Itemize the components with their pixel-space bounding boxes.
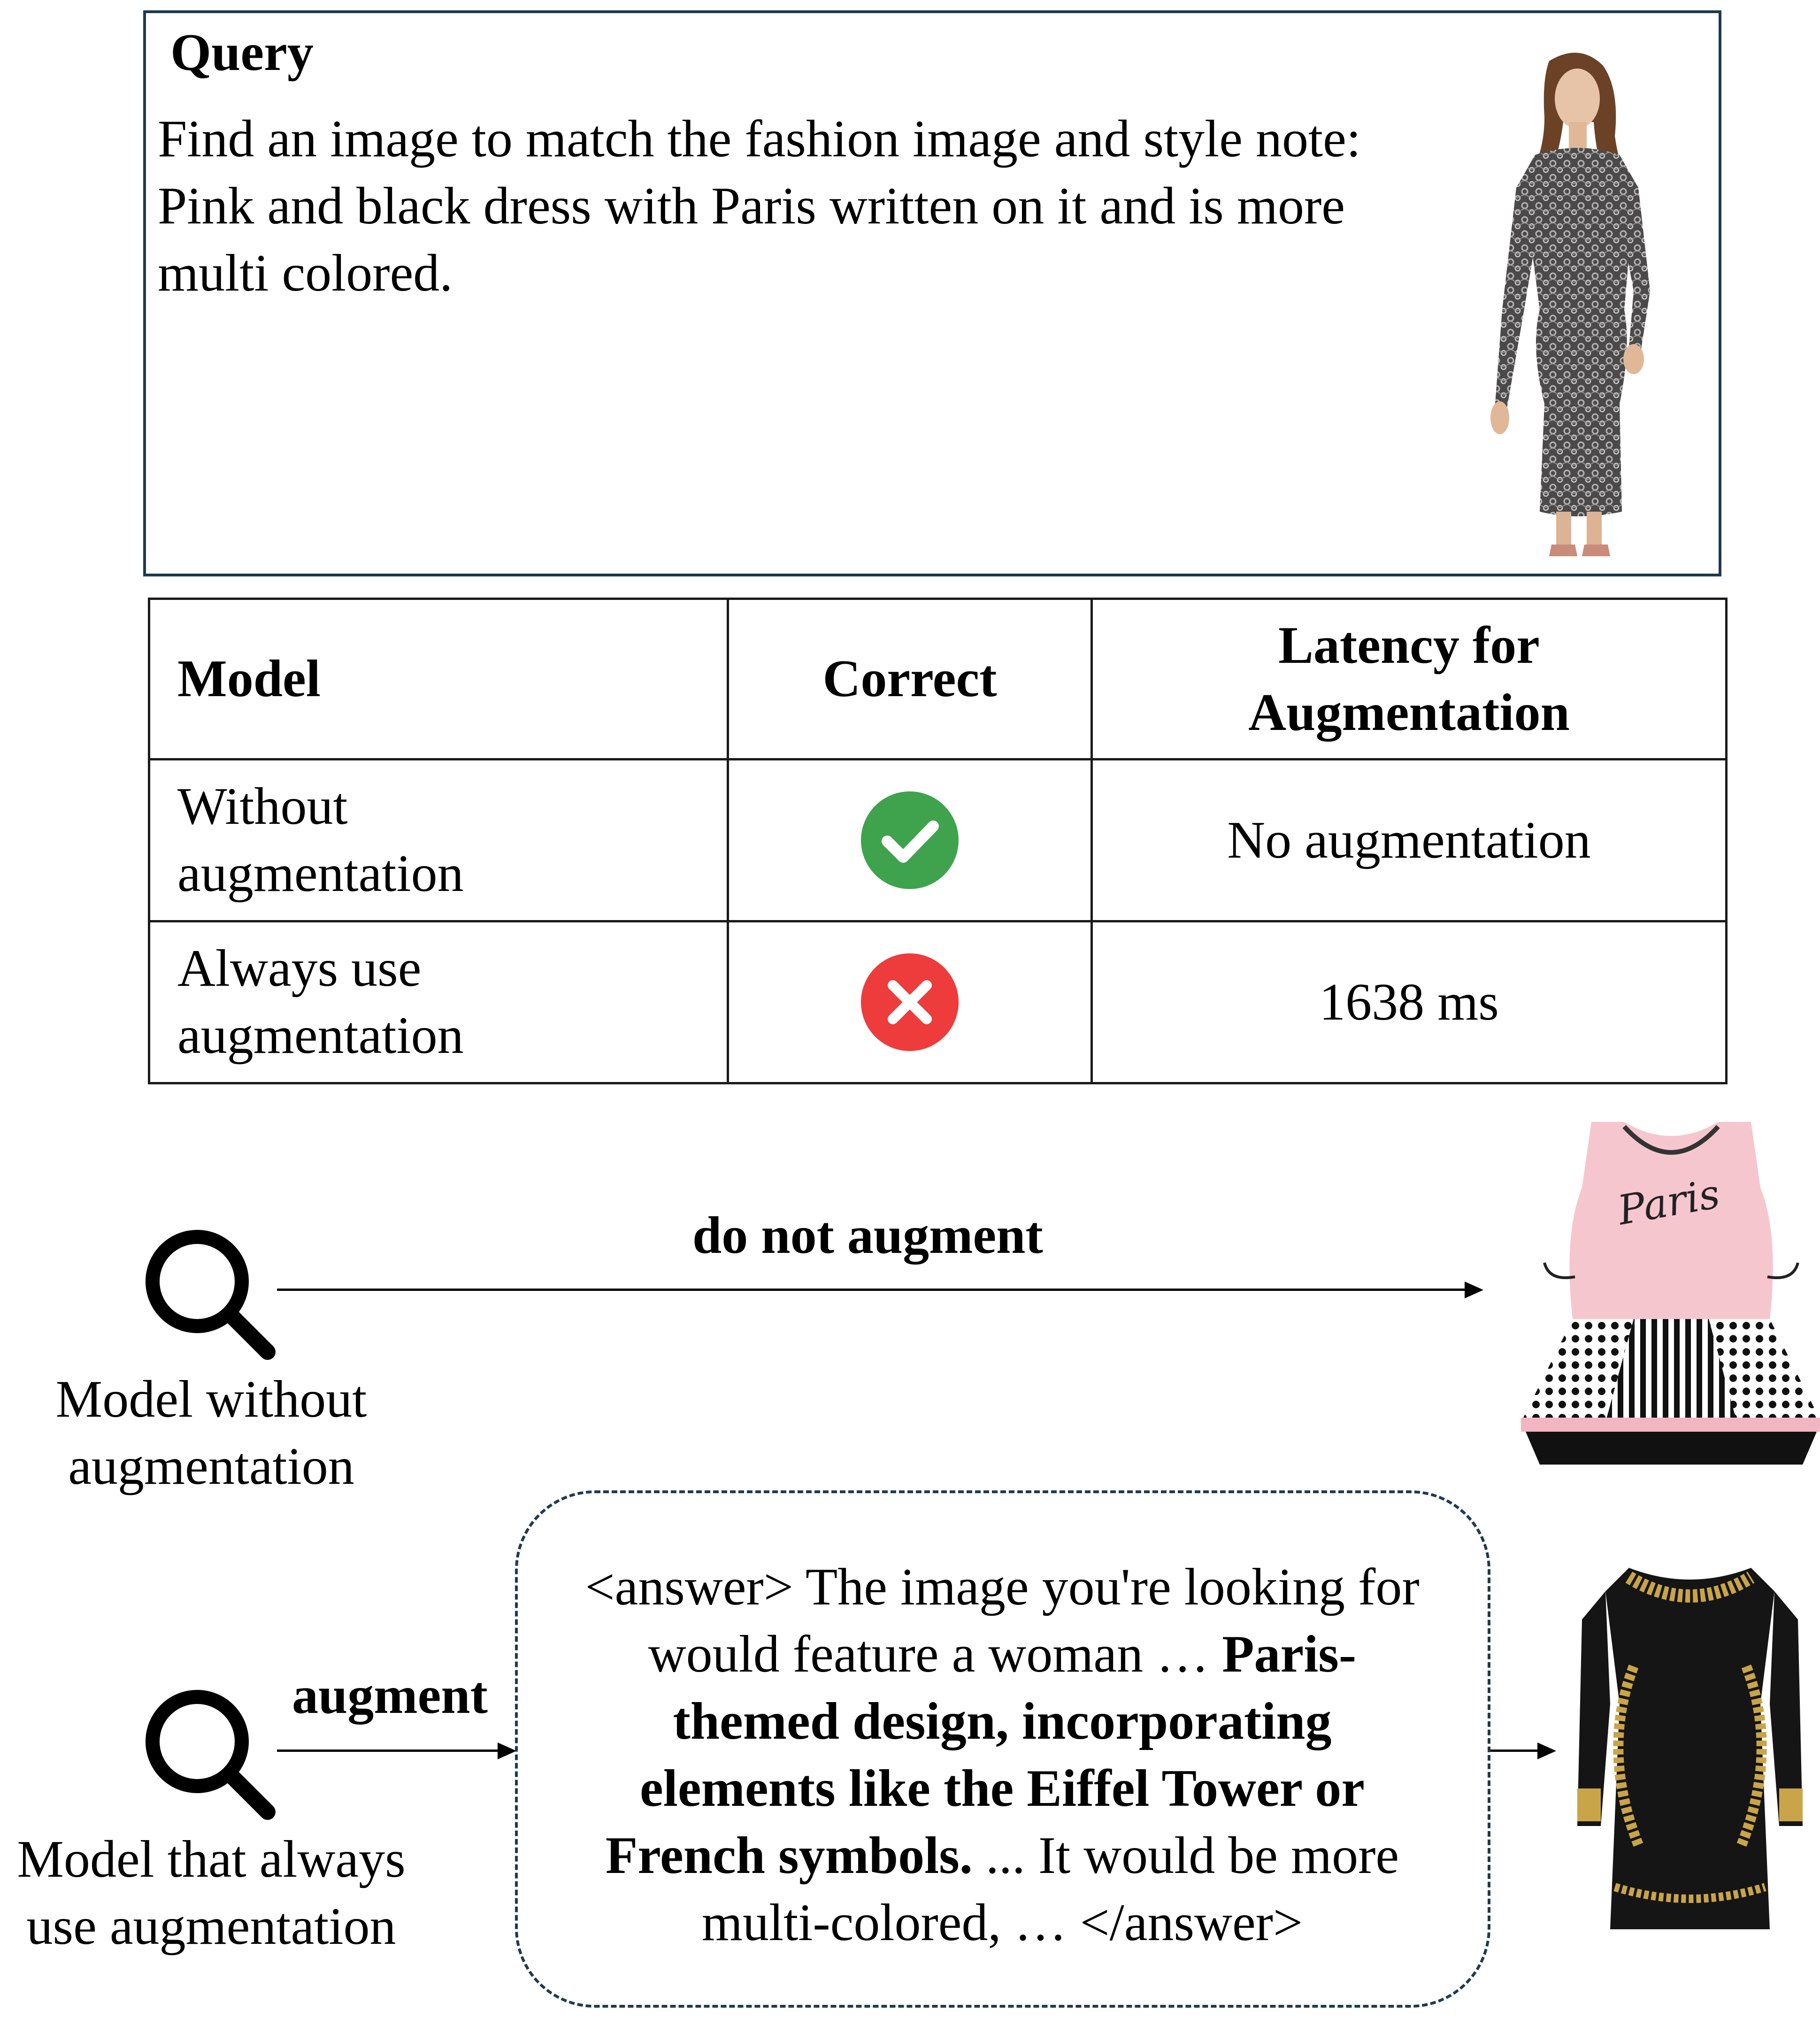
query-title: Query	[170, 23, 314, 82]
cell-latency: No augmentation	[1092, 760, 1727, 921]
arrowhead	[1465, 1281, 1483, 1298]
table-row	[149, 760, 1727, 921]
cell-correct	[728, 760, 1092, 921]
answer-highlight: French symbols.	[605, 1826, 973, 1885]
header-latency	[1092, 599, 1727, 760]
caption-line: augmentation	[68, 1437, 354, 1496]
query-text	[158, 106, 1472, 307]
caption-line: Model that always	[17, 1830, 406, 1888]
header-latency-line: Augmentation	[1248, 683, 1570, 742]
answer-highlight: elements like the Eiffel Tower or	[640, 1759, 1365, 1818]
model-line: augmentation	[177, 844, 464, 903]
table-header-row	[149, 599, 1727, 760]
header-model: Model	[149, 599, 728, 760]
answer-segment: would feature a woman …	[648, 1625, 1222, 1683]
answer-line	[530, 1621, 1474, 1688]
answer-segment: ... It would be more	[972, 1826, 1399, 1885]
svg-text:Paris: Paris	[1614, 1170, 1724, 1235]
header-latency-line: Latency for	[1278, 616, 1540, 675]
cell-correct	[728, 921, 1092, 1083]
query-line: Pink and black dress with Paris written on it and is more	[158, 177, 1345, 235]
black-gold-dress-photo	[1573, 1563, 1807, 1939]
answer-highlight: themed design, incorporating	[673, 1692, 1332, 1750]
edge-label-augment: augment	[292, 1666, 488, 1725]
pink-paris-dress-photo	[1516, 1122, 1820, 1469]
answer-line	[530, 1822, 1474, 1889]
answer-highlight: Paris-	[1222, 1625, 1357, 1683]
caption-line: use augmentation	[26, 1897, 396, 1956]
answer-line	[530, 1755, 1474, 1822]
answer-text	[530, 1554, 1474, 1957]
red-x-icon	[860, 952, 960, 1052]
model-line: Without	[177, 777, 348, 836]
magnifier-icon	[141, 1685, 282, 1826]
cell-model	[149, 921, 728, 1083]
arrowhead	[1537, 1742, 1556, 1759]
cell-latency: 1638 ms	[1092, 921, 1727, 1083]
magnifier-icon	[141, 1225, 282, 1366]
model-line: Always use	[177, 939, 422, 997]
edge-label-do-not-augment: do not augment	[692, 1206, 1043, 1265]
answer-line: multi-colored, … </answer>	[701, 1894, 1303, 1952]
results-table	[148, 598, 1728, 1084]
cell-model	[149, 760, 728, 921]
caption-line: Model without	[55, 1370, 367, 1428]
header-correct: Correct	[728, 599, 1092, 760]
arrow-no-aug	[277, 1289, 1469, 1291]
table-row	[149, 921, 1727, 1083]
caption-no-aug	[19, 1366, 404, 1500]
green-check-icon	[860, 790, 960, 890]
woman-in-patterned-dress-photo	[1479, 47, 1676, 559]
arrow-aug	[277, 1749, 502, 1752]
query-line: multi colored.	[158, 244, 453, 302]
caption-aug	[0, 1826, 422, 1960]
query-line: Find an image to match the fashion image and style note:	[158, 110, 1361, 168]
model-line: augmentation	[177, 1006, 464, 1065]
arrow-to-result	[1490, 1749, 1542, 1752]
answer-line	[530, 1688, 1474, 1755]
arrowhead	[498, 1742, 516, 1759]
answer-line: <answer> The image you're looking for	[585, 1558, 1420, 1616]
